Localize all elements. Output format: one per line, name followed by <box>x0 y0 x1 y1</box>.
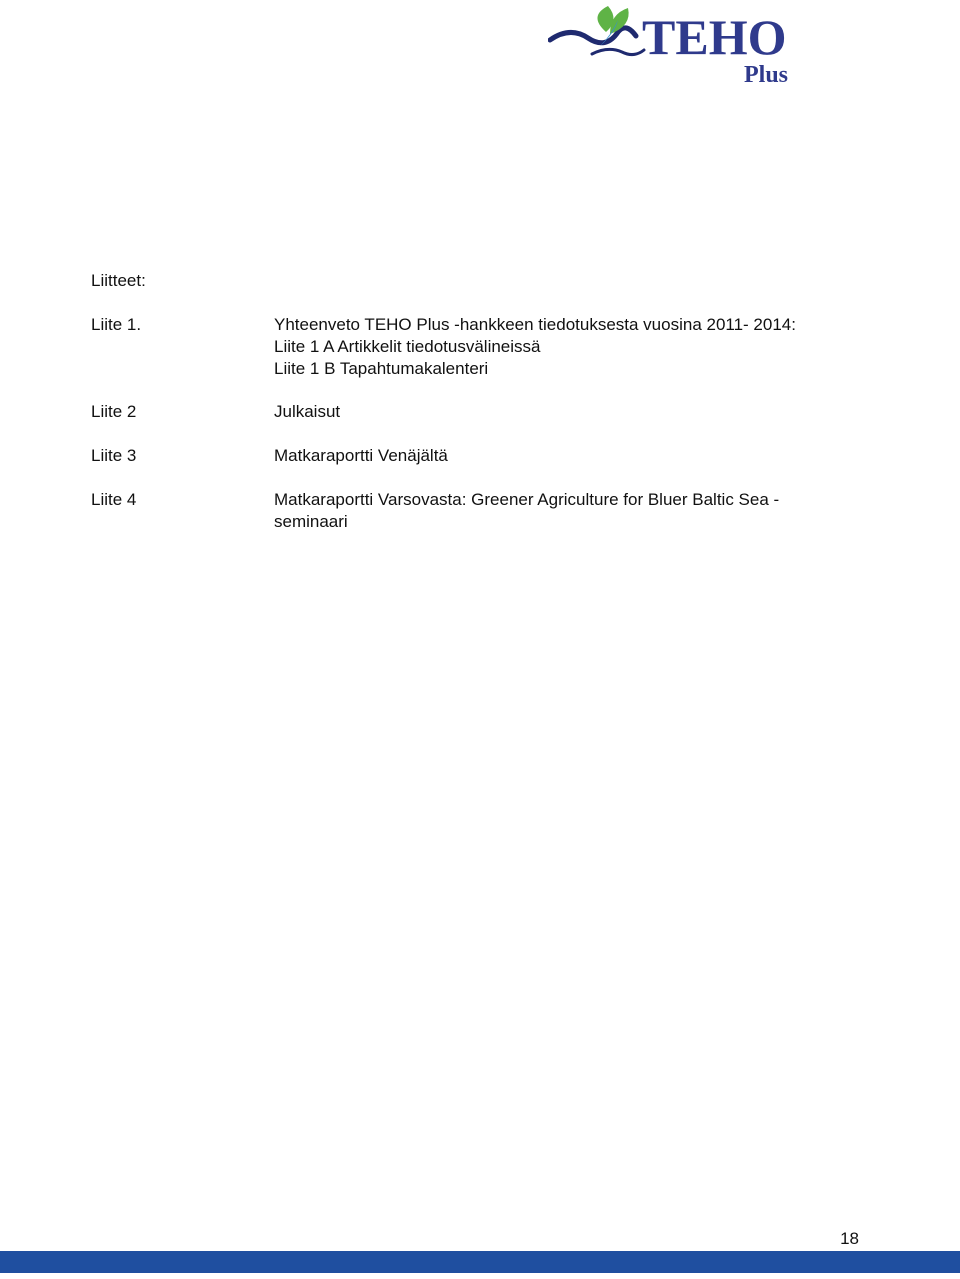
attachment-description <box>274 489 854 533</box>
attachment-label: Liite 2 <box>91 402 137 421</box>
logo-subtext: Plus <box>744 62 789 88</box>
attachment-description <box>274 445 854 467</box>
teho-plus-logo <box>548 2 812 90</box>
attachment-label: Liite 1. <box>91 315 142 334</box>
attachment-line: Yhteenveto TEHO Plus -hankkeen tiedotuksesta vuosina 2011- 2014: <box>274 315 796 334</box>
footer-bar <box>0 1251 960 1273</box>
attachment-label: Liite 4 <box>91 490 137 509</box>
logo-graphic <box>548 2 812 90</box>
attachment-line: Julkaisut <box>274 402 341 421</box>
attachment-line: Matkaraportti Varsovasta: Greener Agriculture for Bluer Baltic Sea - <box>274 490 780 509</box>
logo-text: TEHO <box>642 9 787 65</box>
attachment-label: Liite 3 <box>91 446 137 465</box>
attachment-line: Liite 1 B Tapahtumakalenteri <box>274 359 489 378</box>
page-number: 18 <box>840 1229 859 1248</box>
logo-wave-icon <box>550 28 636 43</box>
attachment-line: seminaari <box>274 512 348 531</box>
attachment-description <box>274 314 854 380</box>
attachment-description <box>274 401 854 423</box>
attachment-line: Matkaraportti Venäjältä <box>274 446 448 465</box>
attachment-line: Liite 1 A Artikkelit tiedotusvälineissä <box>274 337 541 356</box>
page-heading: Liitteet: <box>91 271 146 290</box>
